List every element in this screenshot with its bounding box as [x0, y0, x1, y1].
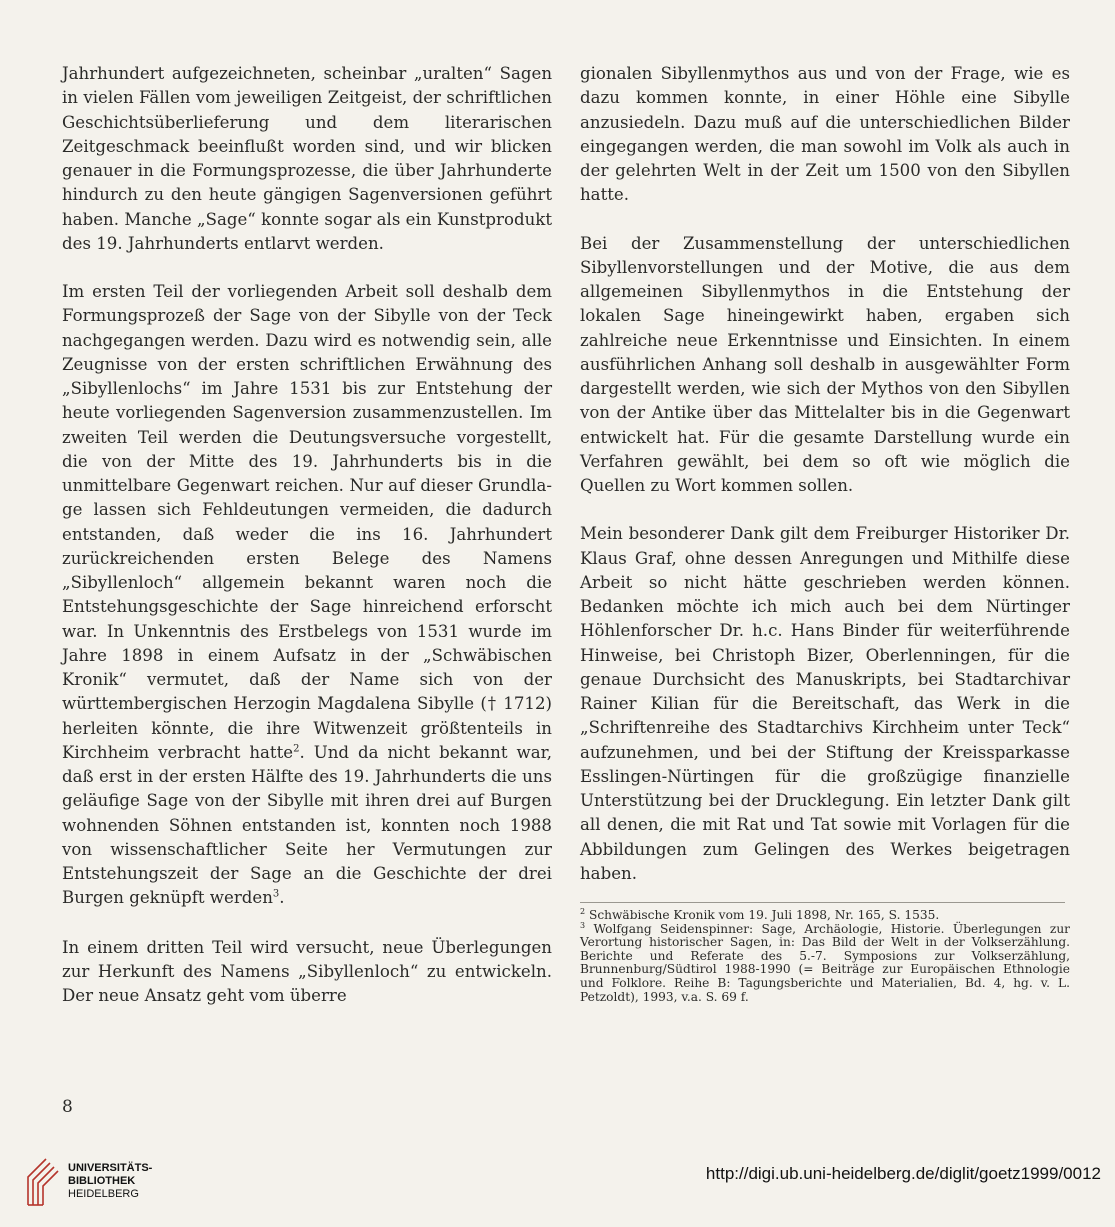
footnote-text: Schwäbische Kronik vom 19. Juli 1898, Nr. 165, S. 1535.	[585, 908, 940, 922]
library-name	[68, 1162, 152, 1201]
text-run: . Und da nicht bekannt war, daß erst in der ersten Hälfte des 19. Jahrhunderts die uns geläufige Sage von der Sibylle mit ihren drei auf Burgen wohnenden Söhnen entstanden ist, konnten noch 1988 von wissenschaftlicher Seite her Vermutungen zur Entstehungszeit der Sage an die Geschichte der drei Burgen geknüpft werden	[62, 742, 552, 908]
page-number: 8	[62, 1097, 73, 1117]
footnote-number: 2	[580, 906, 586, 916]
footnote-text: Wolfgang Seidenspinner: Sage, Archäologie, Historie. Überlegungen zur Verortung historischer Sagen, in: Das Bild der Welt in der Volkserzählung. Berichte und Referate des 5.-7. Symposions zur Volkserzählung, Brunnenburg/Südtirol 1988-1990 (= Beiträge zur Europäischen Ethnologie und Folklore. Reihe B: Tagungsberichte und Materialien, Bd. 4, hg. v. L. Petzoldt), 1993, v.a. S. 69 f.	[580, 921, 1070, 1004]
library-name-line: HEIDELBERG	[68, 1187, 139, 1200]
paragraph: Jahrhundert aufgezeichneten, scheinbar „uralten“ Sagen in vielen Fällen vom jeweiligen Zeitgeist, der schriftlichen Geschichtsüberlieferung und dem literarischen Zeitgeschmack beeinflußt worden sind, und wir blicken genauer in die Formungsprozesse, die über Jahrhunderte hindurch zu den heute gängigen Sagenversionen geführt haben. Manche „Sage“ konnte sogar als ein Kunstprodukt des 19. Jahrhunderts entlarvt werden.	[62, 64, 552, 253]
paragraph: gionalen Sibyllenmythos aus und von der Frage, wie es dazu kommen konnte, in einer Höhle eine Sibylle anzusiedeln. Dazu muß auf die unterschiedlichen Bilder eingegangen werden, die man sowohl im Volk als auch in der gelehrten Welt in der Zeit um 1500 von den Sibyllen hatte.	[580, 64, 1070, 205]
footnote-number: 3	[580, 920, 586, 930]
footnote-divider	[580, 902, 1065, 903]
footnote-ref[interactable]: 3	[272, 888, 280, 900]
paragraph: Bei der Zusammenstellung der unterschiedlichen Sibyllenvorstellungen und der Motive, die aus dem allgemeinen Sibyllenmythos in die Entstehung der lokalen Sage hineingewirkt haben, ergaben sich zahlreiche neue Erkenntnisse und Einsichten. In einem ausführlichen Anhang soll deshalb in ausgewählter Form dargestellt werden, wie sich der Mythos von den Sibyllen von der Antike über das Mittelalter bis in die Gegenwart entwickelt hat. Für die gesamte Darstellung wurde ein Verfahren gewählt, bei dem so oft wie möglich die Quellen zu Wort kommen sollen.	[580, 233, 1070, 495]
paragraph: Mein besonderer Dank gilt dem Freiburger Historiker Dr. Klaus Graf, ohne dessen Anregungen und Mithilfe diese Arbeit so nicht hätte geschrieben werden können. Bedanken möchte ich mich auch bei dem Nürtinger Höhlenforscher Dr. h.c. Hans Binder für weiterführende Hinweise, bei Christoph Bizer, Oberlenningen, für die genaue Durchsicht des Manuskripts, bei Stadtarchivar Rainer Kilian für die Bereitschaft, das Werk in die „Schriftenreihe des Stadtarchivs Kirchheim unter Teck“ aufzunehmen, und bei der Stiftung der Kreissparkasse Esslingen-Nürtingen für die großzügige finanzielle Unterstützung bei der Drucklegung. Ein letzter Dank gilt all denen, die mit Rat und Tat sowie mit Vorlagen für die Abbildungen zum Gelingen des Werkes beigetragen haben.	[580, 524, 1070, 883]
library-name-line: UNIVERSITÄTS-	[68, 1161, 153, 1174]
paragraph: In einem dritten Teil wird versucht, neue Überlegungen zur Herkunft des Namens „Sibyllenloch“ zu entwickeln. Der neue Ansatz geht vom überre	[62, 937, 552, 1005]
text-run: Im ersten Teil der vorliegenden Arbeit soll deshalb dem Formungsprozeß der Sage von der Sibylle von der Teck nachgegangen werden. Dazu wird es notwendig sein, alle Zeugnisse von der ersten schriftlichen Erwähnung des „Sibyllenlochs“ im Jahre 1531 bis zur Entstehung der heute vorliegenden Sagenversion zusammenzustellen. Im zweiten Teil werden die Deutungsversuche vorgestellt, die von der Mitte des 19. Jahrhunderts bis in die unmittelbare Gegenwart reichen. Nur auf dieser Grundlage lassen sich Fehldeutungen vermeiden, die dadurch entstanden, daß weder die ins 16. Jahrhundert zurückreichenden ersten Belege des Namens „Sibyllenloch“ allgemein bekannt waren noch die Entstehungsgeschichte der Sage hinreichend erforscht war. In Unkenntnis des Erstbelegs von 1531 wurde im Jahre 1898 in einem Aufsatz in der „Schwäbischen Kronik“ vermutet, daß der Name sich von der württembergischen Herzogin Magdalena Sibylle († 1712) herleiten könnte, die ihre Witwenzeit größtenteils in Kirchheim verbracht hatte	[62, 282, 552, 762]
source-url-link[interactable]: http://digi.ub.uni-heidelberg.de/diglit/goetz1999/0012	[705, 1164, 1101, 1183]
footnote	[580, 920, 1070, 1005]
text-run: .	[279, 888, 285, 908]
footnote-ref[interactable]: 2	[293, 743, 300, 755]
library-logo-icon	[24, 1155, 60, 1207]
footnote	[580, 906, 1070, 923]
left-column	[62, 62, 552, 1008]
paragraph	[62, 280, 552, 911]
library-name-line: BIBLIOTHEK	[68, 1174, 136, 1187]
right-column	[580, 62, 1070, 1004]
footnotes	[580, 906, 1070, 1004]
library-branding[interactable]	[24, 1155, 152, 1207]
